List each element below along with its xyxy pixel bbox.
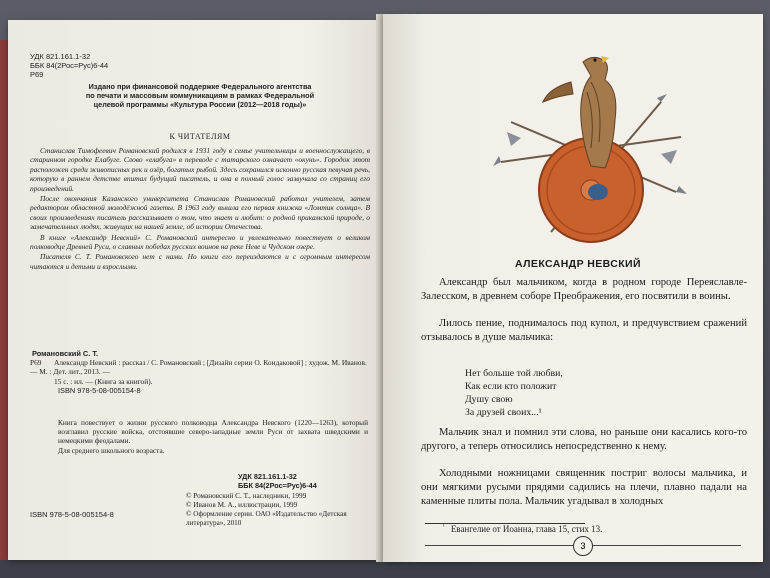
support-line: целевой программы «Культура России (2012—2018 годы)» <box>93 100 307 109</box>
poem-line: Душу свою <box>465 394 513 405</box>
copyright-line: © Романовский С. Т., наследники, 1999 <box>186 492 307 500</box>
catalog-author: Романовский С. Т. <box>32 349 99 358</box>
copyright-line: © Иванов М. А., иллюстрации, 1999 <box>186 501 298 509</box>
support-line: по печати и массовым коммуникациям в рамках Федеральной <box>85 91 315 100</box>
paragraph-2 <box>421 317 747 345</box>
udk-block-secondary <box>238 472 368 490</box>
udk-block <box>30 52 370 79</box>
udk-line: УДК 821.161.1-32 <box>238 472 297 481</box>
author-code-line: Р69 <box>30 70 44 79</box>
left-page <box>8 20 380 560</box>
poem-line: Нет больше той любви, <box>465 368 563 379</box>
catalog-code: Р69 <box>30 358 42 368</box>
udk-line: УДК 821.161.1-32 <box>30 52 91 61</box>
bbk-line: ББК 84(2Рос=Рус)6-44 <box>30 61 109 70</box>
copyright-line: © Оформление серии. ОАО «Издательство «Детская литература», 2010 <box>186 510 347 527</box>
intro-paragraph: Станислав Тимофеевич Романовский родился в 1931 году в семье учительницы и военнослужащего, в старинном городке Елабуге. Слово «елабуга» в переводе с татарского означает «окунь». Городок этот расположен среди живописных рек и озёр, богатых рыбой. Здесь сохранился исконно русская певучая речь, которую в раннем детстве впитал будущий писатель, и она в полный голос зазвучала со страниц его произведений. <box>30 146 370 193</box>
paragraph-3 <box>421 426 747 454</box>
intro-paragraph: В книге «Александр Невский» С. Романовский интересно и увлекательно повествует о великом полководце Древней Руси, о славных победах русских воинов на реке Неве и Чудском озере. <box>30 232 370 252</box>
intro-paragraph: Писателя С. Т. Романовского нет с нами. Но книги его переиздаются и с огромным интересом читаются и детьми и взрослыми. <box>30 252 370 271</box>
page-number: 3 <box>573 536 593 556</box>
support-notice <box>40 82 360 109</box>
paragraph-text: Холодными ножницами священник постриг волосы мальчика, и они мягкими русыми прядями садились на плечи, плавно падали на каменные плиты пола. Мальчик угадывал в холодных <box>421 468 747 507</box>
falcon-on-shield-with-weapons-icon <box>491 42 691 252</box>
paragraph-text: Лилось пение, поднималось под купол, и предчувствием сражений отзывалось в душе мальчика: <box>421 318 747 343</box>
isbn-bottom: ISBN 978-5-08-005154-8 <box>30 510 114 519</box>
catalog-line: Александр Невский : рассказ / С. Романовский ; [Дизайн серии О. Кондаковой] ; худож. М. Иванов. — М. : Дет. лит., 2013. — <box>30 358 367 377</box>
poem-line: За друзей своих...¹ <box>465 407 542 418</box>
intro-paragraph: После окончания Казанского университета Станислав Романовский работал учителем, затем редактором областной молодёжной газеты. В 1963 году вышла его первая книжка «Ломтик солнца». В своих произведениях писатель рассказывает о том, что знает и любит: о родной прикамской природе, о замечательных людях, живущих на нашей земле, об истории Отечества. <box>30 194 370 232</box>
copyright-block <box>186 492 376 528</box>
catalog-isbn: ISBN 978-5-08-005154-8 <box>58 385 141 395</box>
annotation-block <box>58 418 368 455</box>
annotation-text: Книга повествует о жизни русского полководца Александра Невского (1220—1263), который возглавил русские войска, отстоявшие северо-западные земли Руси от захвата шведскими и немецкими феодалами. <box>58 418 368 446</box>
footnote-mark: ¹ <box>443 524 445 530</box>
footnote <box>443 524 602 534</box>
catalog-line: 15 с. : ил. — (Книга за книгой). <box>54 376 153 386</box>
catalog-record <box>30 349 370 395</box>
catalog-entry <box>30 358 370 376</box>
paragraph-text: Мальчик знал и помнил эти слова, но раньше они касались кого-то другого, а теперь относились непосредственно к нему. <box>421 427 747 452</box>
poem-line: Как если кто положит <box>465 381 557 392</box>
chapter-title: АЛЕКСАНДР НЕВСКИЙ <box>515 258 641 270</box>
audience-text: Для среднего школьного возраста. <box>58 445 165 455</box>
footnote-text: Евангелие от Иоанна, глава 15, стих 13. <box>450 524 603 534</box>
intro-text <box>30 146 370 272</box>
paragraph-text: Александр был мальчиком, когда в родном городе Переяславле-Залесском, в древнем соборе Преображения, его посвятили в воины. <box>421 277 747 302</box>
paragraph-1 <box>421 276 747 304</box>
paragraph-4 <box>421 467 747 508</box>
bbk-line: ББК 84(2Рос=Рус)6-44 <box>238 481 317 490</box>
right-page <box>383 14 763 562</box>
support-line: Издано при финансовой поддержке Федерального агентства <box>88 82 312 91</box>
poem-quote <box>465 367 563 419</box>
to-readers-heading: К ЧИТАТЕЛЯМ <box>169 132 231 141</box>
